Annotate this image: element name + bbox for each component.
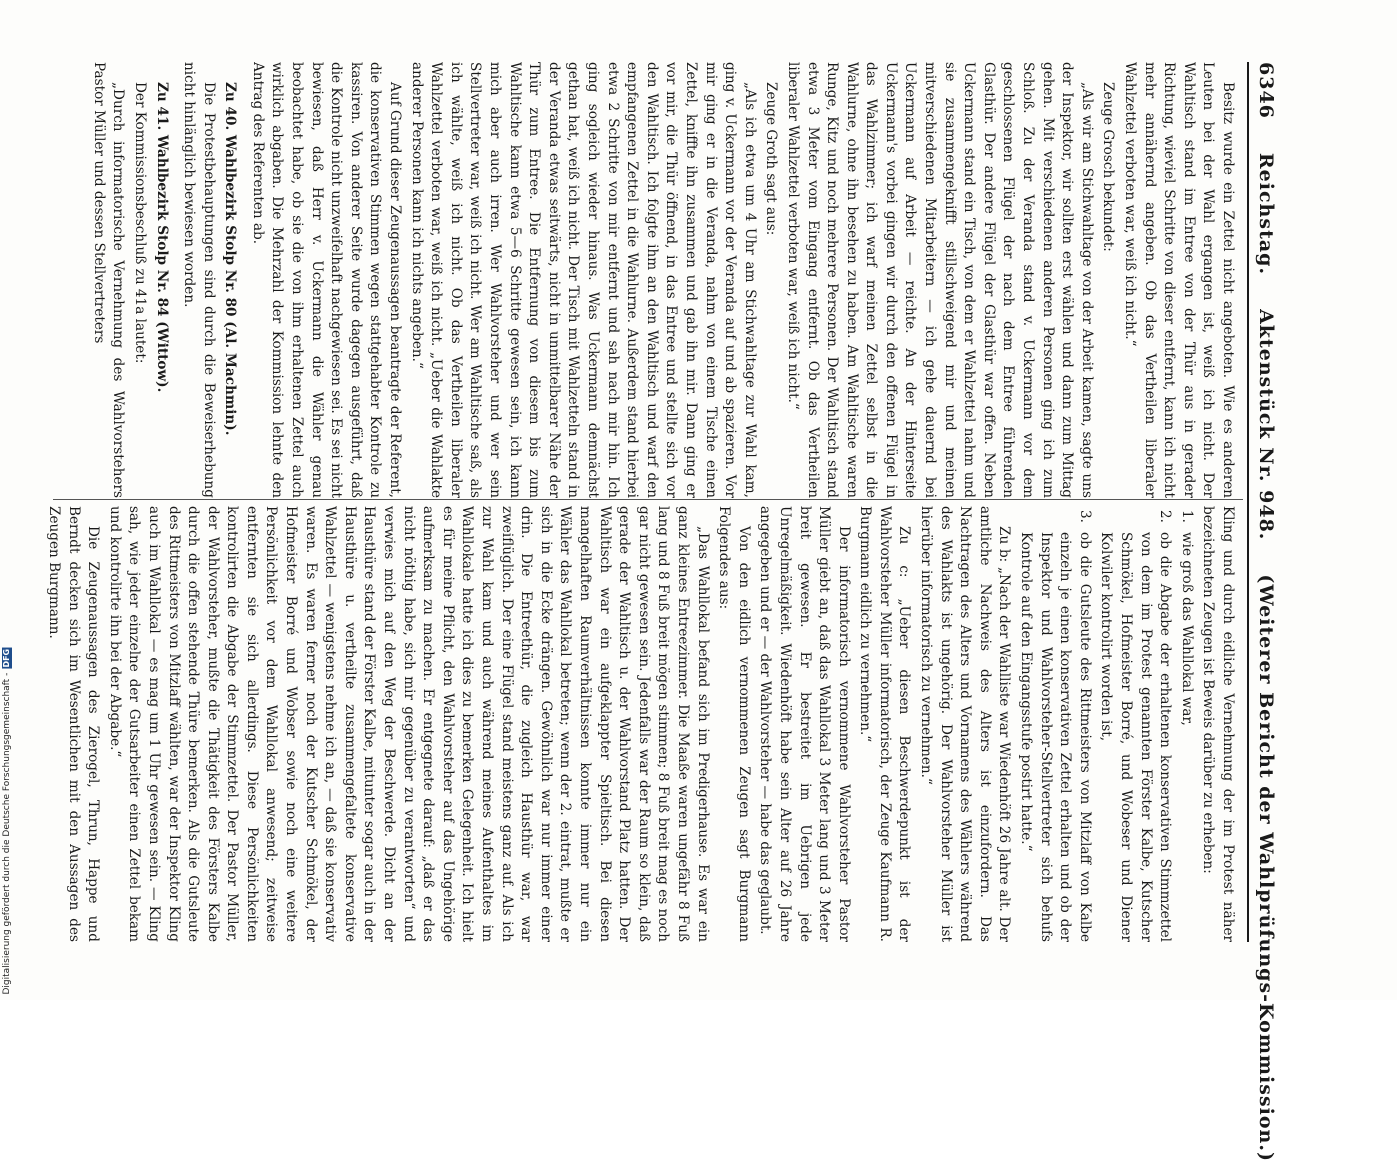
list-number: 2. [1157,510,1174,523]
paragraph: „Als ich etwa um 4 Uhr am Stichwahltage zur Wahl kam, ging v. Uckermann vor der Veranda auf und ab spazieren. Vor mir ging er in die Veranda, nahm von einem Tische einen Zettel, kniffte ihn zusammen und gab ihn mir. Dann ging er vor mir, die Thür öffnend, in das Entree und stellte sich vor den Wahltisch. Ich folgte ihm an den Wahltisch und warf den empfangenen Zettel in die Wahlurne. Außerdem stand hierbei etwa 2 Schritte von mir entfernt und sah nach mir hin. Ich ging sogleich wieder hinaus. Was Uckermann demnächst gethan hat, weiß ich nicht. Der Tisch mit Wahlzetteln stand in der Veranda etwas seitwärts, nicht in unmittelbarer Nähe der Thür zum Entree. Die Entfernung von diesem bis zum Wahltische kann etwa 5—6 Schritte gewesen sein, ich kann mich aber auch irren. Wer Wahlvorsteher und wer sein Stellvertreter war, weiß ich nicht. Wer am Wahltische saß, als ich wählte, weiß ich nicht. Ob das Vertheilen liberaler Wahlzettel verboten war, weiß ich nicht. „Ueber die Wahlakte anderer Personen kann ich nichts angeben.“ [408,62,758,498]
digitization-footer [2,565,16,995]
footer-text: Digitalisierung gefördert durch die Deutsche Forschungsgemeinschaft - [2,673,12,995]
section-heading: Zu 41. Wahlbezirk Stolp Nr. 84 (Wittow). [153,82,170,393]
paragraph: „Das Wahllokal befand sich im Predigerhause. Es war ein ganz kleines Entreezimmer. Die Maaße waren ungefähr 8 Fuß lang und 8 Fuß breit mögen stimmen; 8 Fuß breit mag es noch gar nicht gewesen sein. Jedenfalls war der Raum so klein, daß gerade der Wahltisch u. der Wahlvorstand Platz hatten. Der Wahltisch war ein aufgeklappter Spieltisch. Bei diesen mangelhaften Raumverhältnissen konnte immer nur ein Wähler das Wahllokal betreten; wenn der 2. eintrat, mußte er sich in die Ecke drängen. Gewöhnlich war nur immer einer drin. Die Entreethür, die zugleich Hausthür war, war zweiflüglich. Der eine Flügel stand meistens ganz auf. Als ich zur Wahl kam und auch während meines Aufenthaltes im Wahllokale hatte ich dies zu bemerken Gelegenheit. Ich hielt es für meine Pflicht, den Wahlvorsteher auf das Ungehörige aufmerksam zu machen. Er entgegnete darauf: „daß er das nicht nöthig habe, sich mir gegenüber zu verantworten“ und verwies mich auf den Weg der Beschwerde. Dicht an der Hausthüre stand der Förster Kalbe, mitunter sogar auch in der Hausthüre u. vertheilte zusammengefaltete konservative Wahlzettel — wenigstens nehme ich an, — daß sie konservativ waren. Es waren ferner noch der Kutscher Schmökel, der Hofmeister Borré und Wobser sowie noch eine weitere Persönlichkeit vor dem Wahllokal anwesend; zeitweise entfernten sie sich allerdings. Diese Persönlichkeiten kontrolirten die Abgabe der Stimmzettel. Der Pastor Müller, der Wahlvorsteher, mußte die Thätigkeit des Försters Kalbe durch die offen stehende Thüre bemerken. Als die Gutsleute des Rittmeisters von Mitzlaff wählten, war der Inspektor Kling auch im Wahllokal — es mag um 1 Uhr gewesen sein. — Kling sah, wie jeder einzelne der Gutsarbeiter einen Zettel bekam und kontrolirte ihn bei der Abgabe.“ [106,506,711,942]
paragraph: Zu b: „Nach der Wahlliste war Wiedenhöft 26 Jahre alt. Der amtliche Nachweis des Alters ist einzufordern. Das Nachtragen des Alters und Vornamens des Wählers während des Wahlakts ist ungehörig. Der Wahlvorsteher Müller ist hierüber informatorisch zu vernehmen.“ [918,506,1013,942]
paragraph: Auf Grund dieser Zeugenaussagen beantragte der Referent, die konservativen Stimmen wegen stattgehabter Kontrole zu kassiren. Von anderer Seite wurde dagegen ausgeführt, daß die Kontrole nicht unzweifelhaft nachgewiesen sei. Es sei nicht bewiesen, daß Herr v. Uckermann die Wähler genau beobachtet habe, ob sie die von ihm erhaltenen Zettel auch wirklich abgaben. Die Mehrzahl der Kommission lehnte den Antrag des Referenten ab. [249,62,404,498]
header-section: Reichstag. [1255,152,1277,276]
list-item-text: ob die Gutsleute des Rittmeisters von Mitzlaff von Kalbe einzeln je einen konservativen Zettel erhalten und ob der Inspektor und Wahlvorsteher-Stellvertreter sich behufs Kontrole auf den Eingangsstufe postirt hatte.“ [1018,532,1093,942]
list-number: 1. [1178,510,1195,523]
list-item-text: ob die Abgabe der erhaltenen konservativen Stimmzettel von dem im Protest genannten Förster Kalbe, Kutscher Schmökel, Hofmeister Borré, und Wobeser und Diener Kolwiler kontrolirt worden ist, [1098,532,1174,942]
page-header [1247,62,1283,1162]
right-column [17,506,1237,942]
list-item-text: wie groß das Wahllokal war, [1178,532,1195,726]
paragraph: Die Protestbehauptungen sind durch die Beweiserhebung nicht hinlänglich bewiesen worden. [181,62,217,498]
paragraph: Der Kommissionsbeschluß zu 41a lautet: [131,82,148,364]
section-heading: Zu 40. Wahlbezirk Stolp Nr. 80 (Al. Machmin). [222,82,239,436]
paragraph: Zeuge Groth sagt aus: [763,82,780,236]
column-divider [53,499,1243,500]
paragraph: Von den eidlich vernommenen Zeugen sagt Burgmann Folgendes aus: [716,506,752,942]
paragraph: Zeuge Grosch bekundet: [1100,82,1117,252]
paragraph: Besitz wurde ein Zettel nicht angeboten. Wie es anderen Leuten bei der Wahl ergangen ist, weiß ich nicht. Der Wahltisch stand im Entree von der Thür aus in gerader Richtung, wieviel Schritte von dieser entfernt, kann ich nicht mehr annähernd angeben. Ob das Vertheilen liberaler Wahlzettel verboten war, weiß ich nicht.“ [1122,62,1236,498]
dfg-logo: DFG [2,649,11,669]
paragraph: Die Zeugenaussagen des Zierogel, Thrun, Happe und Berndt decken sich im Wesentlichen mit den Aussagen des Zeugen Burgmann. [45,506,102,942]
paragraph: Zu c: „Ueber diesen Beschwerdepunkt ist der Wahlvorsteher Müller informatorisch, der Zeuge Kaufmann R. Burgmann eidlich zu vernehmen.“ [857,506,913,942]
list-number: 3. [1076,510,1093,523]
paragraph: „Als wir am Stichwahltage von der Arbeit kamen, sagte uns der Inspektor, wir sollten erst wählen und dann zum Mittag gehen. Mit verschiedenen anderen Personen ging ich zum Schloß. Zu der Veranda stand v. Uckermann vor dem geschlossenen Flügel der nach dem Entree führenden Glasthür. Der andere Flügel der Glasthür war offen. Neben Uckermann stand ein Tisch, von dem er Wahlzettel nahm und sie zusammengeknifft stillschweigend mir und meinen mitverschiedenen Mitarbeitern — ich gehe dauernd bei Uckermann auf Arbeit — reichte. An der Hinterseite Uckermann's vorbei gingen wir durch den offenen Flügel in das Wahlzimmer; ich warf meinen Zettel selbst in die Wahlurne, ohne ihn besehen zu haben. Am Wahltische waren Runge, Kitz und noch mehrere Personen. Der Wahltisch stand etwa 3 Meter vom Eingang entfernt. Ob das Vertheilen liberaler Wahlzettel verboten war, weiß ich nicht.“ [784,62,1095,498]
list-item [1015,506,1093,942]
list-item [1096,506,1174,942]
footer-text-wrap [2,648,12,995]
paragraph: „Durch informatorische Vernehmung des Wahlvorstehers Pastor Müller und dessen Stellvertreters [90,62,127,498]
page-number: 6346 [1255,62,1277,119]
paragraph: Der informatorisch vernommene Wahlvorsteher Pastor Müller giebt an, daß das Wahllokal 3 Meter lang und 3 Meter breit gewesen. Er bestreitet im Uebrigen jede Unregelmäßigkeit. Wiedenhöft habe sein Alter auf 26 Jahre angegeben und er — der Wahlvorsteher — habe das geglaubt. [757,506,852,942]
left-column [17,62,1237,498]
header-subtitle: (Weiterer Bericht der Wahlprüfungs-Kommission.) [1255,574,1277,1162]
list-item [1176,506,1196,942]
paragraph: Kling und durch eidliche Vernehmung der im Protest näher bezeichneten Zeugen ist Beweis darüber zu erheben: [1200,506,1236,942]
header-document: Aktenstück Nr. 948. [1255,309,1277,541]
